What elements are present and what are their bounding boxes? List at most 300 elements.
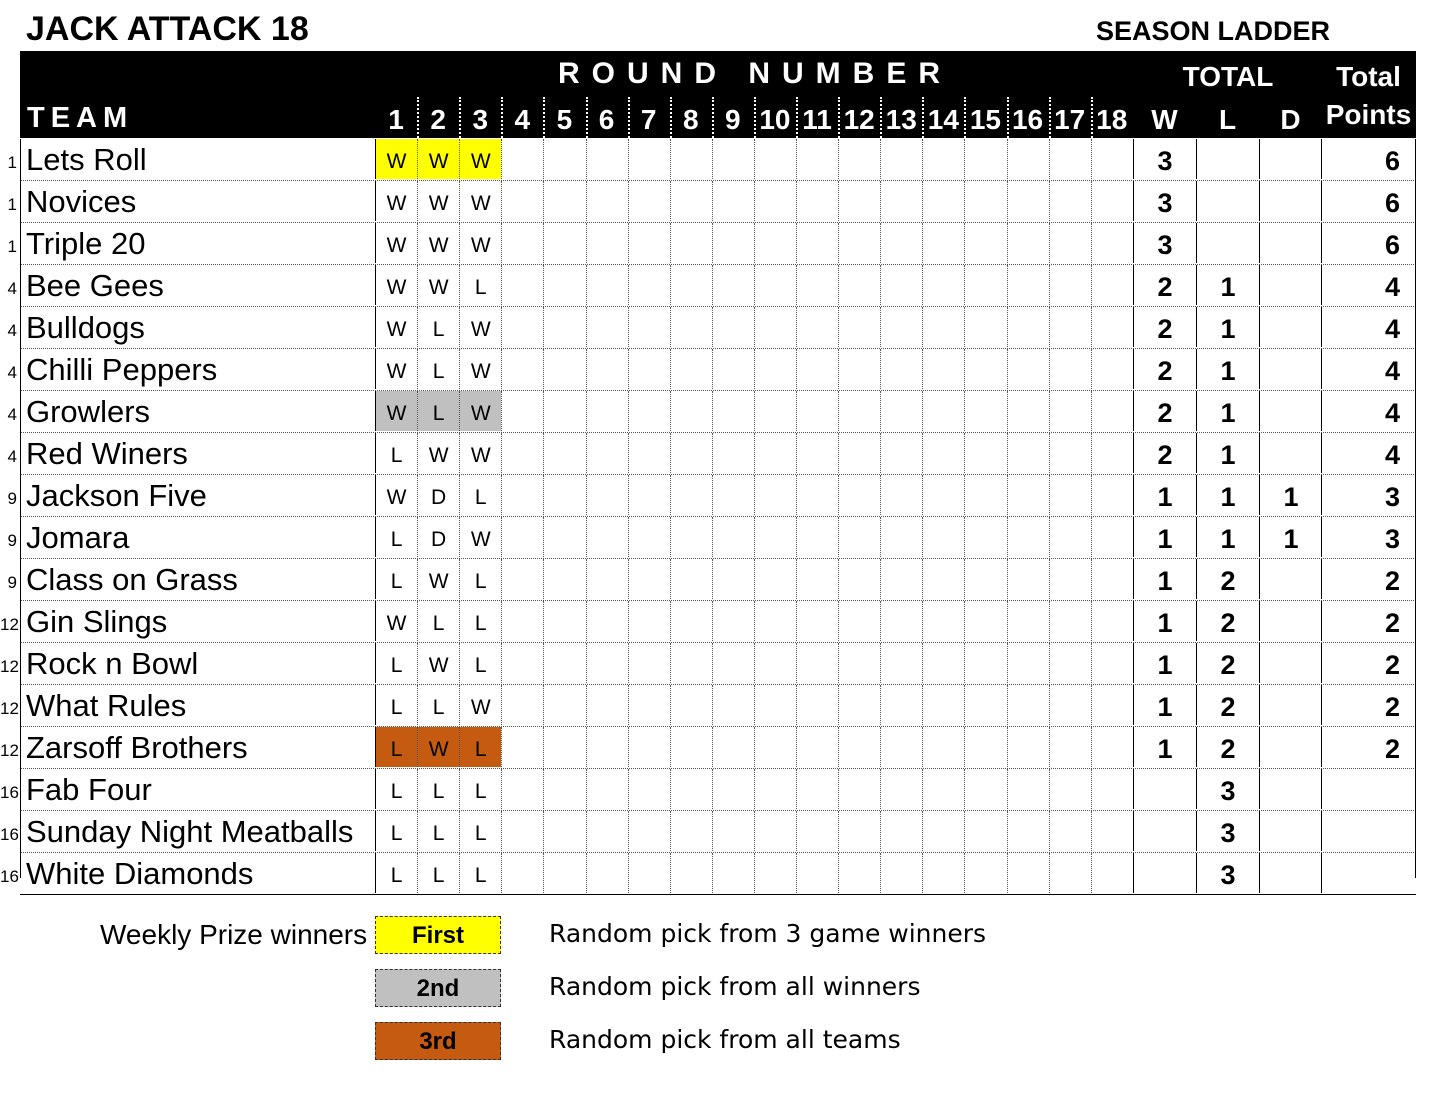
round-result-cell: W	[417, 433, 459, 473]
round-result-cell	[712, 811, 754, 851]
round-result-cell	[501, 727, 543, 767]
round-result-cell: W	[459, 307, 501, 347]
round-result-cell	[964, 811, 1006, 851]
round-7-heading: 7	[640, 104, 657, 135]
round-result-cell	[796, 559, 838, 599]
round-result-cell: L	[375, 727, 417, 767]
total-wins-cell: 1	[1133, 727, 1196, 767]
table-row	[7, 265, 1416, 307]
round-result-cell: W	[459, 139, 501, 179]
round-result-cell	[628, 643, 670, 683]
round-result-cell	[1091, 811, 1133, 851]
round-result-cell	[1007, 139, 1049, 179]
header-separator	[1049, 97, 1051, 138]
round-number-heading: ROUND NUMBER	[558, 57, 952, 90]
round-result-cell	[922, 643, 964, 683]
rank-label: 12	[0, 615, 19, 634]
round-result-cell	[838, 223, 880, 263]
round-result-cell: W	[375, 181, 417, 221]
round-result-cell	[501, 265, 543, 305]
round-result-cell	[922, 769, 964, 809]
round-result-cell	[712, 769, 754, 809]
rank-label: 12	[0, 657, 19, 676]
table-row	[0, 685, 1416, 727]
round-result-cell	[754, 349, 796, 389]
round-result-cell	[838, 475, 880, 515]
round-18-heading: 18	[1096, 104, 1128, 135]
round-result-cell	[543, 433, 585, 473]
round-result-cell	[543, 811, 585, 851]
team-name: Growlers	[26, 394, 151, 429]
round-result-cell	[586, 853, 628, 893]
round-result-cell	[880, 307, 922, 347]
round-result-cell	[838, 391, 880, 431]
round-result-cell: W	[459, 685, 501, 725]
total-wins-cell: 2	[1133, 307, 1196, 347]
round-result-cell	[543, 601, 585, 641]
round-result-cell	[628, 475, 670, 515]
round-result-cell	[754, 601, 796, 641]
round-result-cell	[754, 265, 796, 305]
total-draws-cell	[1259, 601, 1322, 641]
round-result-cell	[838, 181, 880, 221]
table-row	[7, 223, 1416, 265]
round-result-cell	[670, 139, 712, 179]
team-name: What Rules	[26, 688, 187, 723]
round-10-heading: 10	[759, 104, 791, 135]
total-losses-cell: 2	[1196, 727, 1259, 767]
round-result-cell	[1049, 811, 1091, 851]
header-separator	[543, 97, 545, 138]
round-result-cell	[586, 559, 628, 599]
round-result-cell	[501, 307, 543, 347]
round-result-cell: W	[375, 601, 417, 641]
round-result-cell	[670, 643, 712, 683]
total-wins-cell	[1133, 853, 1196, 893]
round-result-cell	[543, 265, 585, 305]
round-result-cell	[1049, 643, 1091, 683]
round-result-cell	[586, 643, 628, 683]
round-result-cell	[1091, 853, 1133, 893]
round-result-cell	[754, 223, 796, 263]
round-result-cell	[1007, 517, 1049, 557]
total-wins-cell: 2	[1133, 349, 1196, 389]
round-result-cell	[1007, 601, 1049, 641]
round-result-cell	[880, 643, 922, 683]
total-losses-cell: 1	[1196, 349, 1259, 389]
total-points-cell: 3	[1321, 475, 1416, 515]
round-result-cell	[670, 853, 712, 893]
round-result-cell	[1007, 391, 1049, 431]
round-result-cell: W	[459, 517, 501, 557]
round-result-cell	[964, 853, 1006, 893]
round-result-cell: L	[375, 517, 417, 557]
table-row	[7, 349, 1416, 391]
total-points-cell: 4	[1321, 265, 1416, 305]
total-draws-cell	[1259, 769, 1322, 809]
rank-label: 4	[7, 321, 17, 340]
table-row	[7, 391, 1416, 433]
round-9-heading: 9	[725, 104, 741, 135]
round-result-cell: L	[375, 853, 417, 893]
round-result-cell	[796, 139, 838, 179]
round-result-cell	[1007, 349, 1049, 389]
total-draws-cell	[1259, 139, 1322, 179]
round-result-cell	[670, 685, 712, 725]
round-result-cell	[838, 811, 880, 851]
total-points-cell: 3	[1321, 517, 1416, 557]
round-result-cell	[1007, 475, 1049, 515]
round-result-cell	[670, 559, 712, 599]
total-wins-cell: 2	[1133, 433, 1196, 473]
total-losses-cell: 2	[1196, 643, 1259, 683]
round-result-cell: L	[459, 265, 501, 305]
round-result-cell	[1091, 181, 1133, 221]
round-result-cell	[922, 181, 964, 221]
rank-label: 9	[7, 573, 17, 592]
round-result-cell	[543, 391, 585, 431]
total-wins-cell: 2	[1133, 391, 1196, 431]
header-separator	[922, 97, 924, 138]
round-result-cell: D	[417, 475, 459, 515]
round-result-cell	[838, 349, 880, 389]
round-result-cell	[880, 223, 922, 263]
round-12-heading: 12	[843, 104, 875, 135]
rank-label: 1	[7, 237, 17, 256]
round-result-cell	[964, 391, 1006, 431]
total-wins-cell: 1	[1133, 601, 1196, 641]
round-result-cell	[1049, 223, 1091, 263]
round-result-cell	[880, 349, 922, 389]
round-1-heading: 1	[388, 104, 404, 135]
round-result-cell	[670, 349, 712, 389]
round-result-cell	[838, 307, 880, 347]
round-result-cell: W	[417, 181, 459, 221]
round-14-heading: 14	[927, 104, 959, 135]
legend-description: Random pick from 3 game winners	[549, 919, 987, 948]
round-result-cell: L	[459, 853, 501, 893]
rank-label: 12	[0, 741, 19, 760]
round-result-cell	[1007, 769, 1049, 809]
round-result-cell	[880, 181, 922, 221]
round-result-cell	[796, 643, 838, 683]
total-wins-cell: 2	[1133, 265, 1196, 305]
round-16-heading: 16	[1011, 104, 1044, 135]
rank-label: 16	[0, 825, 19, 844]
round-result-cell	[543, 769, 585, 809]
round-result-cell: L	[459, 559, 501, 599]
round-result-cell	[838, 601, 880, 641]
header-separator	[1007, 97, 1009, 138]
round-result-cell	[586, 769, 628, 809]
legend-description: Random pick from all winners	[549, 972, 921, 1001]
table-row	[0, 853, 1416, 895]
round-result-cell	[922, 265, 964, 305]
round-3-heading: 3	[472, 104, 489, 135]
round-result-cell	[754, 559, 796, 599]
round-result-cell	[922, 811, 964, 851]
round-result-cell: W	[375, 307, 417, 347]
total-losses-cell: 3	[1196, 853, 1259, 893]
round-result-cell: L	[417, 349, 459, 389]
round-result-cell	[1049, 307, 1091, 347]
round-result-cell: W	[417, 643, 459, 683]
round-result-cell	[880, 811, 922, 851]
rank-label: 4	[7, 279, 17, 298]
round-result-cell	[880, 685, 922, 725]
round-result-cell	[922, 475, 964, 515]
round-result-cell	[1007, 643, 1049, 683]
total-points-cell: 4	[1321, 349, 1416, 389]
round-result-cell	[628, 349, 670, 389]
round-result-cell: W	[417, 223, 459, 263]
round-result-cell	[1091, 307, 1133, 347]
round-result-cell	[964, 223, 1006, 263]
table-row	[0, 811, 1416, 853]
round-result-cell	[712, 139, 754, 179]
round-result-cell	[628, 685, 670, 725]
total-wins-cell: 1	[1133, 685, 1196, 725]
table-row	[7, 433, 1416, 475]
total-points-heading-line1: Total	[1336, 61, 1401, 92]
round-result-cell	[1007, 853, 1049, 893]
round-result-cell	[670, 223, 712, 263]
total-wins-cell: 1	[1133, 517, 1196, 557]
round-result-cell	[586, 475, 628, 515]
total-draws-cell	[1259, 265, 1322, 305]
round-result-cell	[1091, 727, 1133, 767]
round-result-cell	[586, 223, 628, 263]
total-wins-cell: 3	[1133, 181, 1196, 221]
round-result-cell	[796, 811, 838, 851]
total-draws-cell	[1259, 685, 1322, 725]
round-11-heading: 11	[802, 104, 832, 135]
total-wins-cell: 3	[1133, 223, 1196, 263]
total-points-cell: 2	[1321, 643, 1416, 683]
round-result-cell	[712, 853, 754, 893]
round-result-cell	[1091, 601, 1133, 641]
total-losses-cell: 1	[1196, 307, 1259, 347]
round-result-cell	[501, 433, 543, 473]
total-w-heading: W	[1151, 104, 1178, 135]
round-result-cell: L	[375, 643, 417, 683]
round-result-cell	[964, 727, 1006, 767]
round-result-cell	[586, 139, 628, 179]
round-result-cell	[1049, 769, 1091, 809]
round-result-cell	[670, 433, 712, 473]
round-result-cell	[964, 349, 1006, 389]
round-result-cell: L	[375, 811, 417, 851]
round-result-cell	[501, 349, 543, 389]
round-result-cell	[1049, 265, 1091, 305]
round-result-cell	[796, 433, 838, 473]
total-losses-cell: 1	[1196, 517, 1259, 557]
total-points-cell: 2	[1321, 601, 1416, 641]
page-title: JACK ATTACK 18	[26, 10, 309, 48]
total-points-cell: 4	[1321, 433, 1416, 473]
round-result-cell	[501, 475, 543, 515]
team-heading: TEAM	[27, 102, 134, 134]
round-result-cell: W	[459, 433, 501, 473]
rank-label: 12	[0, 699, 19, 718]
round-result-cell: W	[417, 727, 459, 767]
round-result-cell	[964, 643, 1006, 683]
header-separator	[712, 97, 714, 138]
round-result-cell	[964, 769, 1006, 809]
round-result-cell	[922, 727, 964, 767]
round-result-cell	[1049, 433, 1091, 473]
round-result-cell	[922, 139, 964, 179]
round-17-heading: 17	[1054, 104, 1086, 135]
total-l-heading: L	[1218, 104, 1237, 135]
round-result-cell	[796, 223, 838, 263]
rank-label: 9	[7, 531, 17, 550]
round-result-cell	[754, 433, 796, 473]
round-result-cell	[501, 643, 543, 683]
round-result-cell	[838, 559, 880, 599]
round-result-cell	[922, 685, 964, 725]
round-2-heading: 2	[430, 104, 446, 135]
round-result-cell: L	[375, 559, 417, 599]
round-result-cell	[712, 685, 754, 725]
round-result-cell	[880, 853, 922, 893]
round-result-cell	[501, 517, 543, 557]
round-result-cell	[880, 265, 922, 305]
round-result-cell	[543, 685, 585, 725]
total-wins-cell	[1133, 769, 1196, 809]
header-separator	[417, 97, 419, 138]
round-result-cell	[754, 139, 796, 179]
round-result-cell	[712, 475, 754, 515]
round-result-cell	[628, 769, 670, 809]
round-result-cell	[880, 559, 922, 599]
total-draws-cell: 1	[1259, 475, 1322, 515]
round-result-cell	[922, 853, 964, 893]
total-wins-cell: 1	[1133, 559, 1196, 599]
round-result-cell	[712, 517, 754, 557]
round-result-cell	[880, 139, 922, 179]
round-result-cell	[628, 391, 670, 431]
header-separator	[880, 97, 882, 138]
round-result-cell	[964, 307, 1006, 347]
round-result-cell: D	[417, 517, 459, 557]
round-result-cell	[501, 601, 543, 641]
round-result-cell	[880, 475, 922, 515]
round-result-cell	[1049, 349, 1091, 389]
round-result-cell	[838, 769, 880, 809]
round-result-cell	[1049, 475, 1091, 515]
round-result-cell	[922, 601, 964, 641]
round-result-cell	[796, 685, 838, 725]
round-result-cell	[670, 475, 712, 515]
round-result-cell	[922, 349, 964, 389]
round-result-cell	[501, 853, 543, 893]
round-result-cell	[628, 601, 670, 641]
table-row	[7, 181, 1416, 223]
round-result-cell	[838, 685, 880, 725]
total-draws-cell	[1259, 181, 1322, 221]
round-result-cell	[670, 265, 712, 305]
team-name: Novices	[26, 184, 137, 219]
round-result-cell	[712, 223, 754, 263]
total-points-cell: 6	[1321, 181, 1416, 221]
round-result-cell	[543, 139, 585, 179]
round-result-cell	[1091, 265, 1133, 305]
rank-label: 1	[7, 195, 17, 214]
team-name: Gin Slings	[26, 604, 168, 639]
header-separator	[964, 97, 966, 138]
round-result-cell: L	[417, 307, 459, 347]
round-result-cell	[712, 181, 754, 221]
round-result-cell: L	[459, 769, 501, 809]
round-result-cell	[1007, 307, 1049, 347]
round-result-cell	[1007, 181, 1049, 221]
round-result-cell	[754, 391, 796, 431]
total-draws-cell	[1259, 223, 1322, 263]
round-result-cell	[712, 433, 754, 473]
round-result-cell	[543, 475, 585, 515]
total-wins-cell: 3	[1133, 139, 1196, 179]
round-result-cell	[1091, 559, 1133, 599]
round-result-cell	[586, 811, 628, 851]
round-result-cell	[964, 685, 1006, 725]
round-result-cell	[628, 853, 670, 893]
header-separator	[459, 97, 461, 138]
rank-label: 4	[7, 405, 17, 424]
round-result-cell	[501, 559, 543, 599]
table-row	[0, 601, 1416, 643]
round-result-cell	[670, 517, 712, 557]
round-result-cell	[880, 517, 922, 557]
round-result-cell	[1091, 433, 1133, 473]
round-result-cell	[1007, 811, 1049, 851]
round-result-cell	[628, 307, 670, 347]
team-name: Sunday Night Meatballs	[26, 814, 354, 849]
round-result-cell	[1007, 559, 1049, 599]
round-result-cell	[1007, 265, 1049, 305]
round-result-cell	[1049, 559, 1091, 599]
round-result-cell	[670, 601, 712, 641]
round-result-cell	[838, 727, 880, 767]
round-result-cell	[586, 349, 628, 389]
round-result-cell	[586, 685, 628, 725]
team-name: Class on Grass	[26, 562, 238, 597]
total-points-cell	[1321, 769, 1416, 809]
round-result-cell	[712, 349, 754, 389]
round-result-cell	[1091, 517, 1133, 557]
round-result-cell	[543, 223, 585, 263]
round-result-cell	[964, 475, 1006, 515]
table-row	[0, 727, 1416, 769]
total-losses-cell: 2	[1196, 559, 1259, 599]
round-result-cell: L	[459, 727, 501, 767]
total-heading: TOTAL	[1182, 61, 1274, 92]
round-result-cell: L	[459, 475, 501, 515]
round-result-cell	[501, 811, 543, 851]
round-result-cell: L	[459, 643, 501, 683]
total-losses-cell	[1196, 139, 1259, 179]
table-row	[7, 559, 1416, 601]
round-result-cell	[1091, 769, 1133, 809]
round-result-cell	[712, 727, 754, 767]
total-wins-cell: 1	[1133, 643, 1196, 683]
round-result-cell	[586, 433, 628, 473]
round-result-cell	[712, 559, 754, 599]
round-15-heading: 15	[969, 104, 1002, 135]
round-result-cell	[501, 181, 543, 221]
round-result-cell	[501, 139, 543, 179]
team-name: Rock n Bowl	[26, 646, 199, 681]
